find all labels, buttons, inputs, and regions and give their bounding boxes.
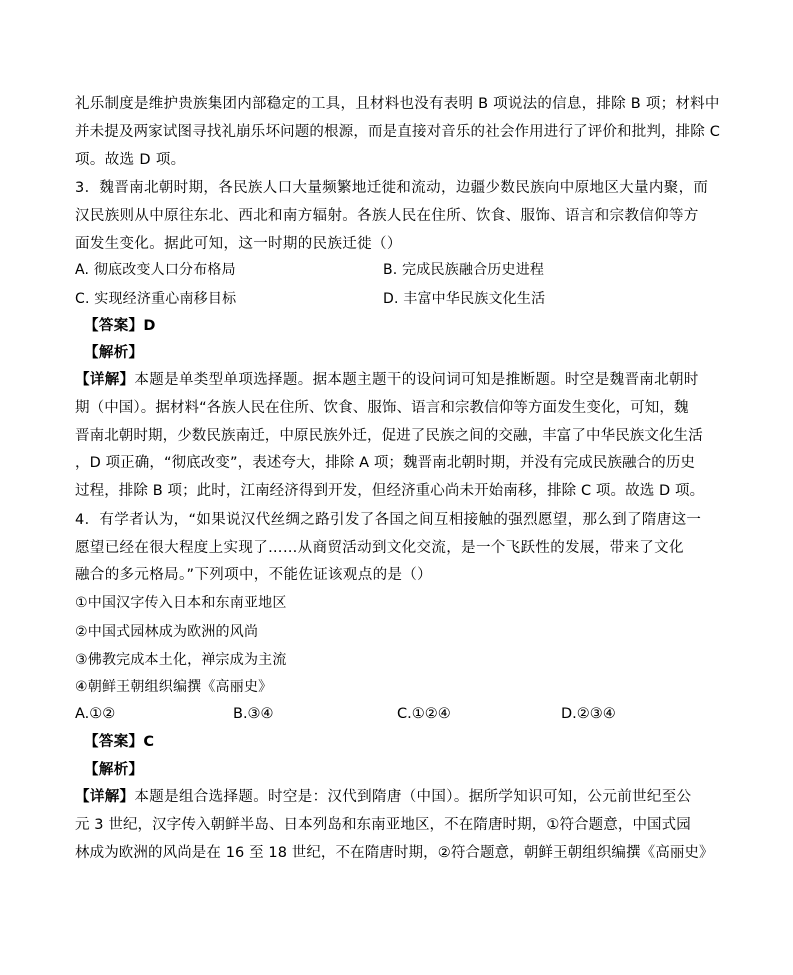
q2-analysis-line-2: 并未提及两家试图寻找礼崩乐坏问题的根源，而是直接对音乐的社会作用进行了评价和批判，排除 C (75, 124, 720, 140)
q4-answer-label: 【答案】 (84, 734, 144, 750)
q3-detail-text-1: 本题是单类型单项选择题。据本题主题干的设问词可知是推断题。时空是魏晋南北朝时 (134, 372, 699, 388)
q3-answer-label: 【答案】 (84, 318, 144, 334)
q3-answer-value: D (143, 318, 156, 334)
q4-answer (84, 732, 154, 752)
q4-analysis-label (84, 760, 143, 780)
q4-option-d: D.②③④ (561, 706, 616, 722)
q2-analysis-line-1: 礼乐制度是维护贵族集团内部稳定的工具，且材料也没有表明 B 项说法的信息，排除 B 项；材料中 (75, 96, 720, 112)
q4-statement-3: ③佛教完成本土化，禅宗成为主流 (75, 652, 287, 668)
q4-statement-2: ②中国式园林成为欧洲的风尚 (75, 624, 259, 640)
q3-option-a: A. 彻底改变人口分布格局 (75, 262, 236, 278)
q3-option-d: D. 丰富中华民族文化生活 (383, 291, 546, 307)
q3-analysis-label (84, 343, 143, 363)
q3-answer (84, 316, 156, 336)
q3-detail-line-5: 过程，排除 B 项；此时，江南经济得到开发，但经济重心尚未开始南移，排除 C 项。故选 D 项。 (75, 483, 705, 499)
q4-option-a: A.①② (75, 706, 116, 722)
q4-option-b: B.③④ (233, 706, 274, 722)
q3-detail-line-3: 晋南北朝时期，少数民族南迁，中原民族外迁，促进了民族之间的交融，丰富了中华民族文化生活 (75, 428, 703, 444)
q4-detail-text-1: 本题是组合选择题。时空是：汉代到隋唐（中国）。据所学知识可知，公元前世纪至公 (134, 789, 692, 805)
q4-detail-label: 【详解】 (75, 789, 135, 805)
q3-option-b: B. 完成民族融合历史进程 (383, 262, 545, 278)
q3-detail-line-2: 期（中国）。据材料“各族人民在住所、饮食、服饰、语言和宗教信仰等方面发生变化，可知，魏 (75, 400, 689, 416)
q3-analysis-heading: 【解析】 (84, 345, 144, 361)
q4-statement-4: ④朝鲜王朝组织编撰《高丽史》 (75, 679, 273, 695)
q4-detail-line-1 (75, 787, 691, 807)
q3-detail-line-4: ，D 项正确，“彻底改变”，表述夸大，排除 A 项；魏晋南北朝时期，并没有完成民族融合的历史 (75, 455, 696, 471)
q4-detail-line-2: 元 3 世纪，汉字传入朝鲜半岛、日本列岛和东南亚地区，不在隋唐时期，①符合题意，中国式园 (75, 817, 691, 833)
q4-stem-line-2: 愿望已经在很大程度上实现了……从商贸活动到文化交流，是一个飞跃性的发展，带来了文化 (75, 540, 684, 556)
q4-analysis-heading: 【解析】 (84, 762, 144, 778)
q4-detail-line-3: 林成为欧洲的风尚是在 16 至 18 世纪，不在隋唐时期，②符合题意，朝鲜王朝组织编撰《高丽史》 (75, 845, 714, 861)
q3-detail-label: 【详解】 (75, 372, 135, 388)
q3-detail-line-1 (75, 370, 699, 390)
q4-answer-value: C (143, 734, 155, 750)
q3-option-c: C. 实现经济重心南移目标 (75, 291, 237, 307)
q4-statement-1: ①中国汉字传入日本和东南亚地区 (75, 595, 287, 611)
q2-analysis-line-3: 项。故选 D 项。 (75, 152, 186, 168)
q3-stem-line-2: 汉民族则从中原往东北、西北和南方辐射。各族人民在住所、饮食、服饰、语言和宗教信仰等方 (75, 208, 699, 224)
q4-stem-line-3: 融合的多元格局。”下列项中，不能佐证该观点的是（） (75, 567, 433, 583)
q3-stem-line-1: 3．魏晋南北朝时期，各民族人口大量频繁地迁徙和流动，边疆少数民族向中原地区大量内聚，而 (75, 180, 709, 196)
q4-stem-line-1: 4．有学者认为，“如果说汉代丝绸之路引发了各国之间互相接触的强烈愿望，那么到了隋唐这一 (75, 512, 702, 528)
q3-stem-line-3: 面发生变化。据此可知，这一时期的民族迁徙（） (75, 236, 402, 252)
q4-option-c: C.①②④ (397, 706, 451, 722)
